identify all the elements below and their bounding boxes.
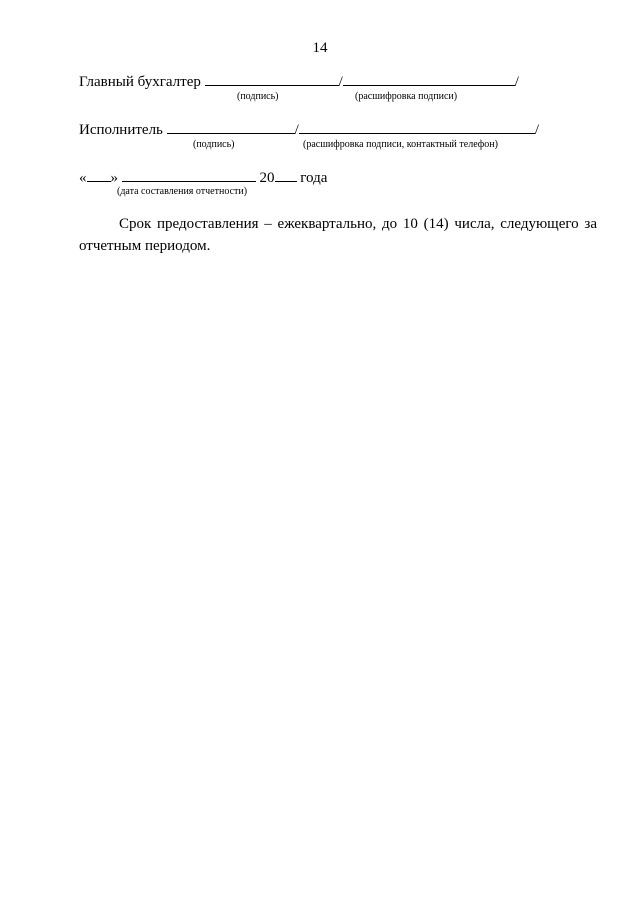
date-open-quote: « bbox=[79, 170, 87, 186]
executor-label: Исполнитель bbox=[79, 122, 163, 138]
date-year-field[interactable] bbox=[275, 168, 297, 182]
chief-accountant-signature-caption: (подпись) bbox=[237, 91, 279, 102]
executor-separator-2: / bbox=[534, 122, 539, 138]
chief-accountant-label: Главный бухгалтер bbox=[79, 74, 201, 90]
executor-decoding-caption: (расшифровка подписи, контактный телефон) bbox=[303, 139, 498, 150]
date-year-prefix: 20 bbox=[259, 170, 275, 186]
date-day-field[interactable] bbox=[87, 168, 111, 182]
report-date-caption: (дата составления отчетности) bbox=[117, 186, 248, 197]
chief-accountant-decoding-caption: (расшифровка подписи) bbox=[355, 91, 458, 102]
chief-accountant-decoding-field[interactable] bbox=[343, 72, 515, 86]
executor-line bbox=[79, 120, 539, 139]
executor-signature-caption: (подпись) bbox=[193, 139, 235, 150]
executor-signature-field[interactable] bbox=[167, 120, 295, 134]
executor-decoding-field[interactable] bbox=[299, 120, 535, 134]
date-close-quote: » bbox=[110, 170, 118, 186]
date-month-field[interactable] bbox=[122, 168, 256, 182]
date-year-suffix: года bbox=[300, 170, 328, 186]
chief-accountant-separator-2: / bbox=[514, 74, 519, 90]
submission-deadline-text: Срок предоставления – ежеквартально, до 10 (14) числа, следующего за отчетным периодом. bbox=[79, 216, 597, 254]
chief-accountant-separator-1: / bbox=[338, 74, 343, 90]
report-date-line bbox=[79, 168, 327, 187]
page-number: 14 bbox=[312, 40, 328, 56]
chief-accountant-signature-field[interactable] bbox=[205, 72, 339, 86]
chief-accountant-line bbox=[79, 72, 519, 91]
executor-separator-1: / bbox=[294, 122, 299, 138]
